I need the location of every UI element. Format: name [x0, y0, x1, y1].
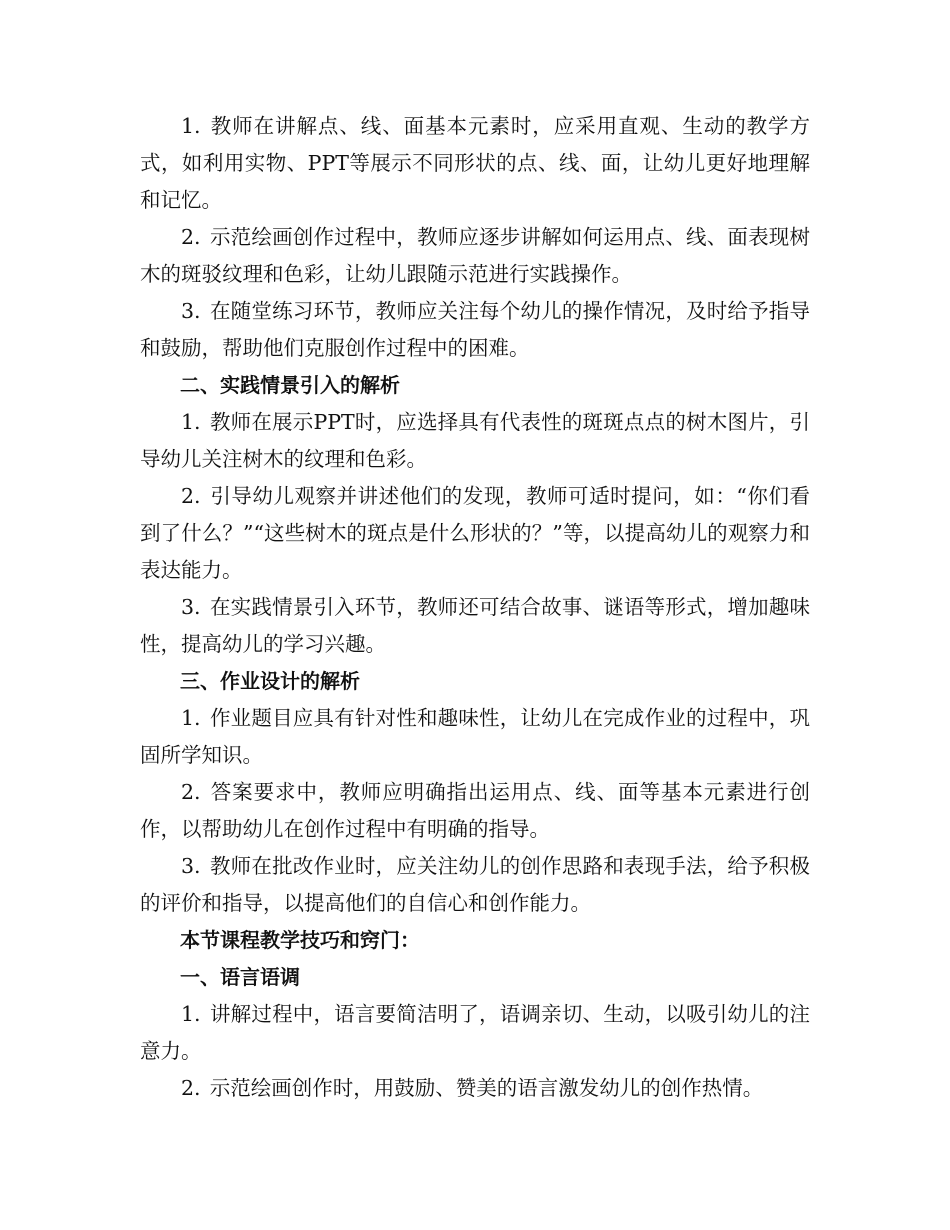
section-heading: 一、语言语调 [180, 965, 300, 989]
item-number: 3. [181, 854, 201, 878]
paragraph [140, 219, 810, 293]
paragraph [140, 700, 810, 774]
paragraph-text: 引导幼儿观察并讲述他们的发现，教师可适时提问，如：“你们看到了什么？”“这些树木的斑点是什么形状的？”等，以提高幼儿的观察力和表达能力。 [140, 484, 810, 582]
paragraph [140, 848, 810, 922]
paragraph-text: 在实践情景引入环节，教师还可结合故事、谜语等形式，增加趣味性，提高幼儿的学习兴趣。 [140, 595, 810, 656]
paragraph-text: 教师在讲解点、线、面基本元素时，应采用直观、生动的教学方式，如利用实物、PPT等展示不同形状的点、线、面，让幼儿更好地理解和记忆。 [140, 114, 810, 212]
paragraph-text: 作业题目应具有针对性和趣味性，让幼儿在完成作业的过程中，巩固所学知识。 [140, 706, 810, 767]
section-heading: 二、实践情景引入的解析 [180, 373, 400, 397]
paragraph-text: 答案要求中，教师应明确指出运用点、线、面等基本元素进行创作，以帮助幼儿在创作过程中有明确的指导。 [140, 780, 810, 841]
paragraph-text: 讲解过程中，语言要简洁明了，语调亲切、生动，以吸引幼儿的注意力。 [140, 1002, 810, 1063]
item-number: 1. [181, 1002, 201, 1026]
paragraph [140, 774, 810, 848]
paragraph [140, 589, 810, 663]
item-number: 2. [181, 1076, 201, 1100]
document-body [140, 108, 810, 1107]
item-number: 1. [181, 114, 201, 138]
paragraph [140, 404, 810, 478]
section-heading: 本节课程教学技巧和窍门： [180, 928, 420, 952]
section-heading: 三、作业设计的解析 [180, 669, 360, 693]
paragraph-text: 在随堂练习环节，教师应关注每个幼儿的操作情况，及时给予指导和鼓励，帮助他们克服创作过程中的困难。 [140, 299, 810, 360]
paragraph [140, 996, 810, 1070]
paragraph [140, 293, 810, 367]
paragraph [140, 1070, 810, 1107]
paragraph-text: 示范绘画创作时，用鼓励、赞美的语言激发幼儿的创作热情。 [209, 1076, 764, 1100]
item-number: 3. [181, 595, 201, 619]
item-number: 2. [181, 780, 201, 804]
paragraph-text: 示范绘画创作过程中，教师应逐步讲解如何运用点、线、面表现树木的斑驳纹理和色彩，让幼儿跟随示范进行实践操作。 [140, 225, 810, 286]
item-number: 1. [181, 410, 201, 434]
paragraph [140, 478, 810, 589]
item-number: 3. [181, 299, 201, 323]
item-number: 2. [181, 225, 201, 249]
paragraph-text: 教师在批改作业时，应关注幼儿的创作思路和表现手法，给予积极的评价和指导，以提高他们的自信心和创作能力。 [140, 854, 810, 915]
paragraph [140, 108, 810, 219]
item-number: 1. [181, 706, 201, 730]
paragraph-text: 教师在展示PPT时，应选择具有代表性的斑斑点点的树木图片，引导幼儿关注树木的纹理和色彩。 [140, 410, 810, 471]
item-number: 2. [181, 484, 201, 508]
